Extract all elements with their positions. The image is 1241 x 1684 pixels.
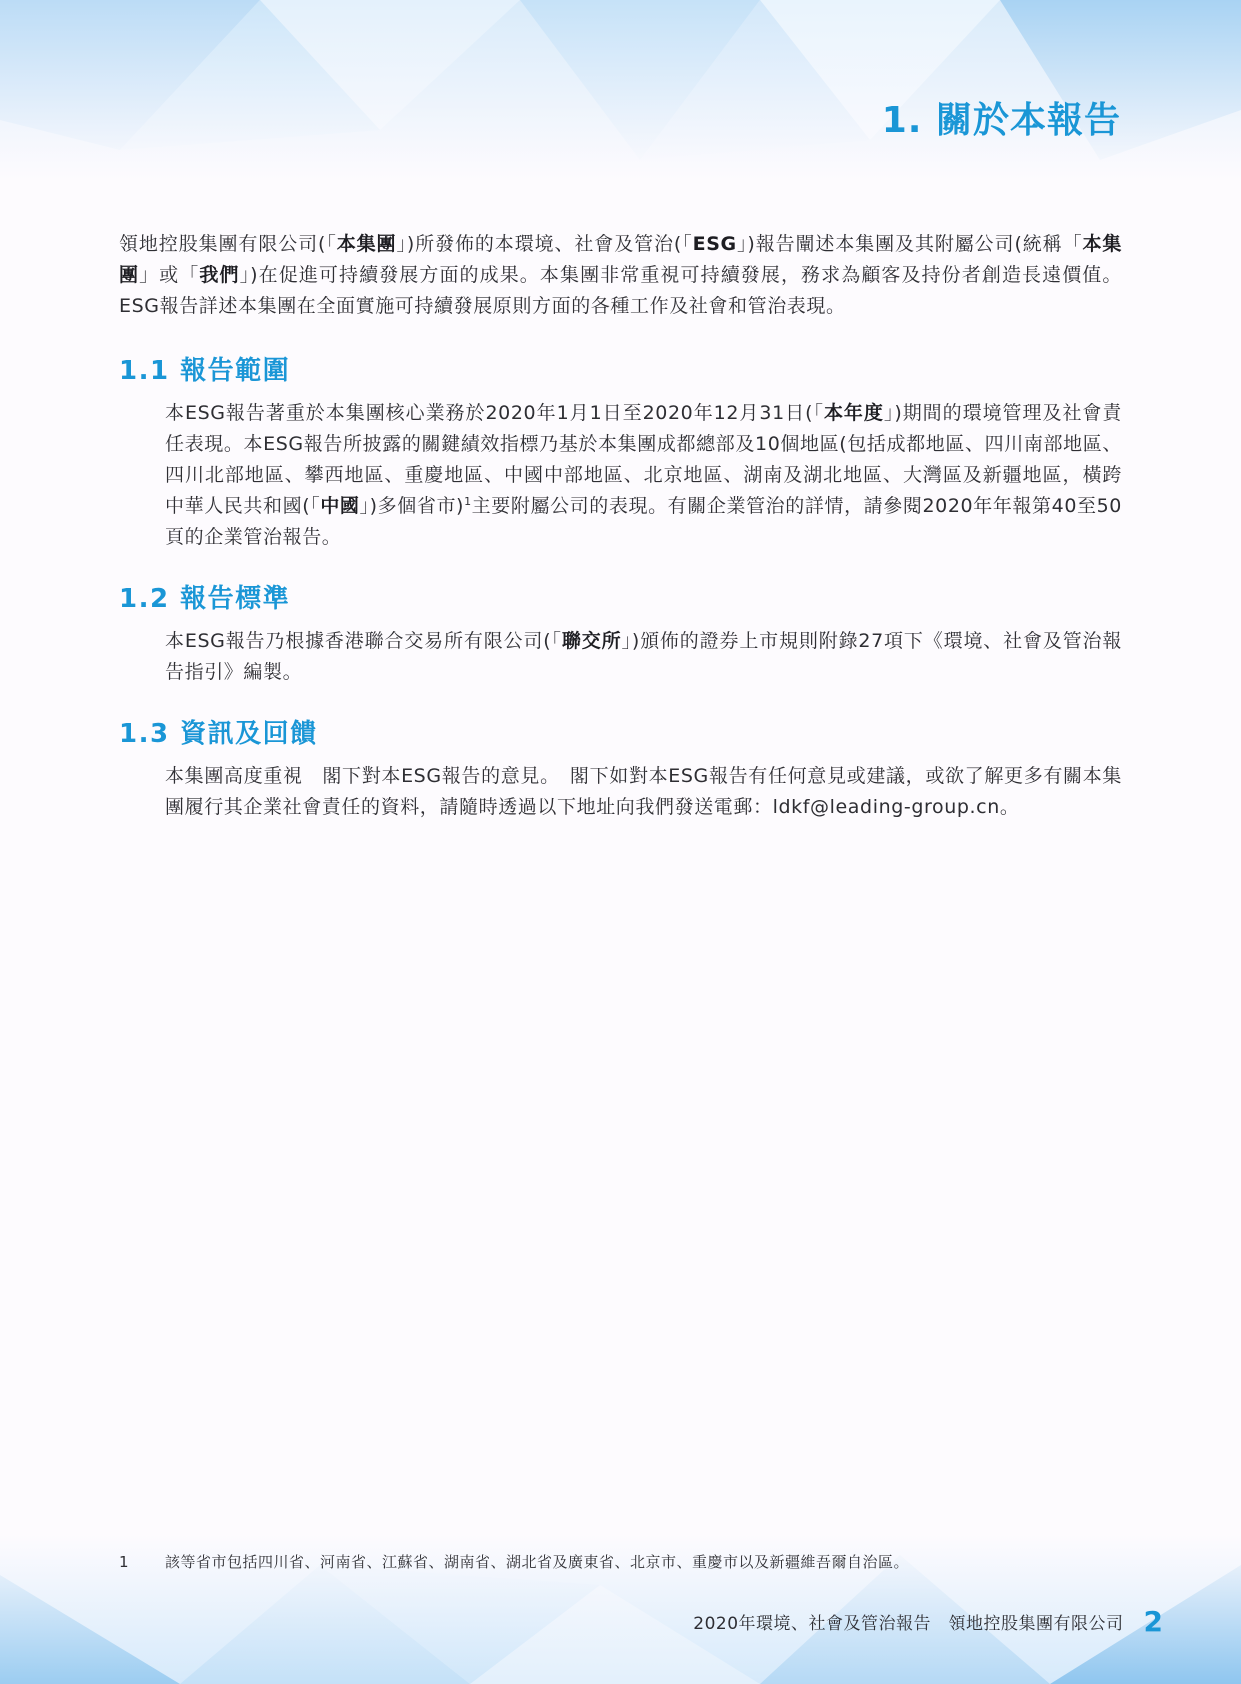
footnote-number: 1 [119, 1553, 130, 1571]
section-body: 本集團高度重視 閣下對本ESG報告的意見。 閣下如對本ESG報告有任何意見或建議，或欲了解更多有關本集團履行其企業社會責任的資料，請隨時透過以下地址向我們發送電郵：ldkf@leading-group.cn。 [165, 765, 1122, 818]
defined-term: 本年度 [823, 402, 884, 424]
footnote-text: 該等省市包括四川省、河南省、江蘇省、湖南省、湖北省及廣東省、北京市、重慶市以及新疆維吾爾自治區。 [165, 1553, 910, 1571]
section-feedback [119, 713, 1122, 823]
defined-term: 本集團 [119, 233, 1122, 286]
section-heading: 1.2 報告標準 [119, 584, 291, 614]
footnote-ref[interactable]: 1 [464, 495, 472, 508]
defined-term: 中國 [320, 495, 360, 517]
section-body: 本ESG報告乃根據香港聯合交易所有限公司(「聯交所」)頒佈的證券上市規則附錄27項下《環境、社會及管治報告指引》編製。 [165, 630, 1123, 683]
intro-paragraph: 領地控股集團有限公司(「本集團」)所發佈的本環境、社會及管治(「ESG」)報告闡述本集團及其附屬公司(統稱「本集團」或「我們」)在促進可持續發展方面的成果。本集團非常重視可持續發展，務求為顧客及持份者創造長遠價值。ESG報告詳述本集團在全面實施可持續發展原則方面的各種工作及社會和管治表現。 [119, 233, 1122, 317]
report-content [119, 229, 1122, 848]
defined-term: ESG [692, 233, 737, 255]
section-heading: 1.3 資訊及回饋 [119, 719, 318, 749]
page-title: 1. 關於本報告 [881, 100, 1121, 141]
defined-term: 聯交所 [561, 630, 622, 652]
section-body: 本ESG報告著重於本集團核心業務於2020年1月1日至2020年12月31日(「本年度」)期間的環境管理及社會責任表現。本ESG報告所披露的關鍵績效指標乃基於本集團成都總部及10個地區(包括成都地區、四川南部地區、四川北部地區、攀西地區、重慶地區、中國中部地區、北京地區、湖南及湖北地區、大灣區及新疆地區，橫跨中華人民共和國(「中國」)多個省市)$^1$主要附屬公司的表現。有關企業管治的詳情，請參閱2020年年報第40至50頁的企業管治報告。 [165, 402, 1122, 548]
top-decorative-background [0, 0, 1241, 180]
footer-report-title: 2020年環境、社會及管治報告 領地控股集團有限公司 [693, 1614, 1124, 1634]
footnote [119, 1551, 1122, 1572]
section-heading: 1.1 報告範圍 [119, 356, 291, 386]
defined-term: 我們 [199, 264, 240, 286]
page-footer [693, 1605, 1163, 1638]
page-number: 2 [1143, 1605, 1163, 1638]
section-report-scope [119, 350, 1122, 553]
defined-term: 本集團 [336, 233, 397, 255]
section-report-standard [119, 578, 1122, 688]
